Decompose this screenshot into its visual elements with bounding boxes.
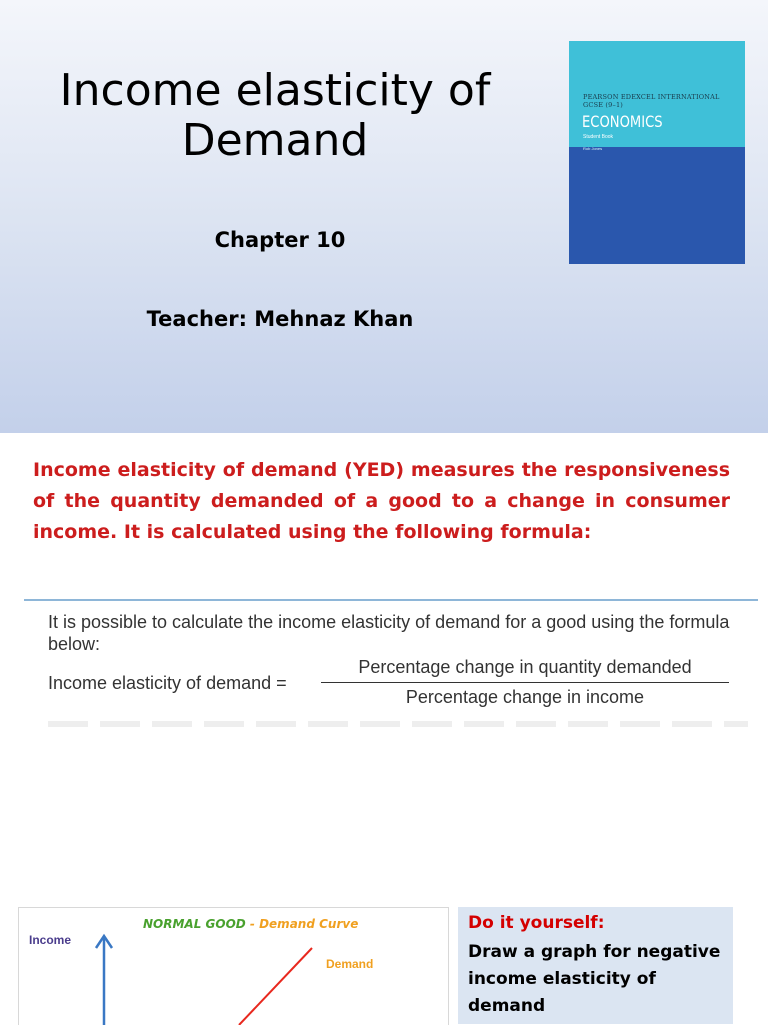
book-publisher: PEARSON EDEXCEL INTERNATIONAL GCSE (9–1) <box>583 93 720 109</box>
excerpt-intro: It is possible to calculate the income elasticity of demand for a good using the formula below: <box>48 612 730 654</box>
definition-slide <box>0 433 768 1024</box>
textbook-cover-image <box>569 41 745 264</box>
y-axis-label: Income <box>29 933 72 947</box>
teacher-label: Teacher: Mehnaz Khan <box>146 307 414 331</box>
formula-fraction <box>321 657 729 708</box>
title-slide <box>0 0 768 433</box>
title-line-2: Demand <box>181 115 369 166</box>
y-axis-arrow <box>96 936 112 1025</box>
task-box <box>458 907 733 1024</box>
demand-curve <box>239 948 312 1025</box>
task-heading: Do it yourself: <box>468 913 605 933</box>
formula-numerator: Percentage change in quantity demanded <box>321 657 729 683</box>
chapter-label: Chapter 10 <box>214 228 346 252</box>
formula-denominator: Percentage change in income <box>405 687 645 707</box>
faded-text-line <box>48 721 748 727</box>
slide-title <box>20 66 530 166</box>
graph-title-good-type: NORMAL GOOD <box>143 917 246 931</box>
task-body: Draw a graph for negative income elasticity of demand <box>468 942 721 1016</box>
formula-label: Income elasticity of demand = <box>48 673 287 693</box>
graph-drawing <box>19 908 448 1025</box>
yed-definition: Income elasticity of demand (YED) measures the responsiveness of the quantity demanded of a good to a change in consumer income. It is calculated using the following formula: <box>33 459 730 543</box>
normal-good-graph <box>18 907 449 1025</box>
graph-title-suffix: - Demand Curve <box>245 917 359 931</box>
book-title: ECONOMICS <box>582 112 663 131</box>
book-author: Rob Jones <box>583 146 603 151</box>
title-line-1: Income elasticity of <box>59 65 491 116</box>
book-subtitle: Student Book <box>583 134 614 140</box>
curve-label: Demand <box>326 957 374 971</box>
formula-excerpt <box>24 599 758 725</box>
